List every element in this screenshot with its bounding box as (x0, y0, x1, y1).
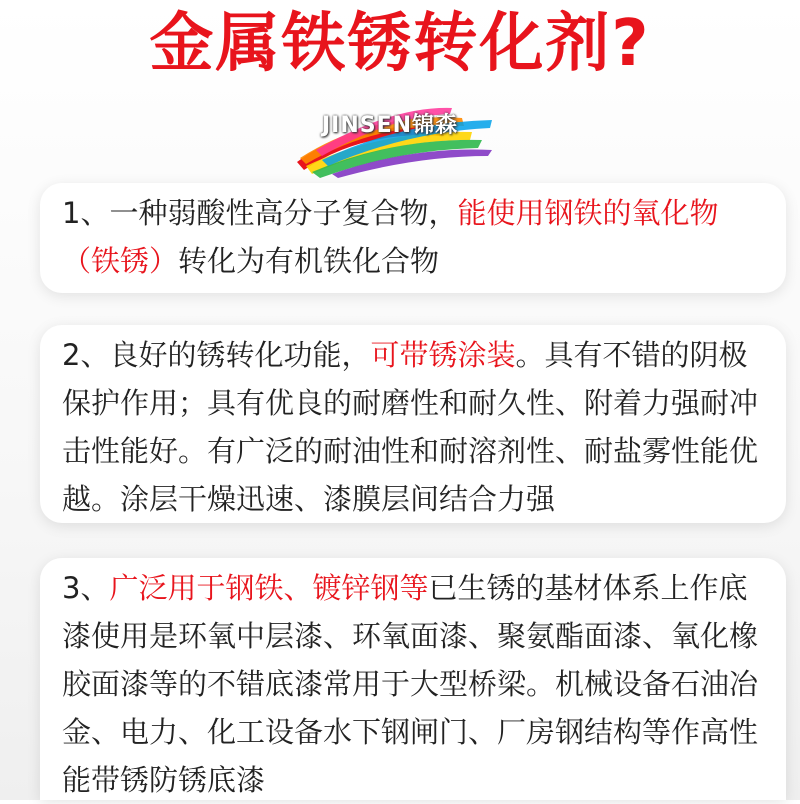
feature-card-2 (40, 325, 786, 523)
page-title: 金属铁锈转化剂? (149, 7, 651, 81)
card-highlight: 能使用钢铁的氧化物（铁锈） (62, 196, 719, 278)
card-number: 2、 (62, 338, 110, 372)
card-text: 一种弱酸性高分子复合物， (109, 196, 458, 230)
card-text: 良好的锈转化功能， (109, 338, 371, 372)
feature-card-1 (40, 183, 786, 293)
brand-logo (292, 100, 502, 180)
card-highlight: 广泛用于钢铁、镀锌钢等 (109, 571, 429, 605)
feature-card-3 (40, 558, 786, 800)
card-highlight: 可带锈涂装 (370, 338, 516, 372)
card-text-continued: 已生锈的基材体系上作底漆使用是环氧中层漆、环氧面漆、聚氨酯面漆、氧化橡胶面漆等的不错底漆常用于大型桥梁。机械设备石油冶金、电力、化工设备水下钢闸门、厂房钢结构等作高性能带锈防锈底漆 (62, 571, 759, 797)
card-text-continued: 。具有不错的阴极保护作用；具有优良的耐磨性和耐久性、附着力强耐冲击性能好。有广泛的耐油性和耐溶剂性、耐盐雾性能优越。涂层干燥迅速、漆膜层间结合力强 (62, 338, 759, 516)
brand-name: JINSEN锦森 (322, 113, 459, 138)
card-number: 3、 (62, 571, 110, 605)
card-number: 1、 (62, 196, 110, 230)
card-text-continued: 转化为有机铁化合物 (178, 244, 440, 278)
